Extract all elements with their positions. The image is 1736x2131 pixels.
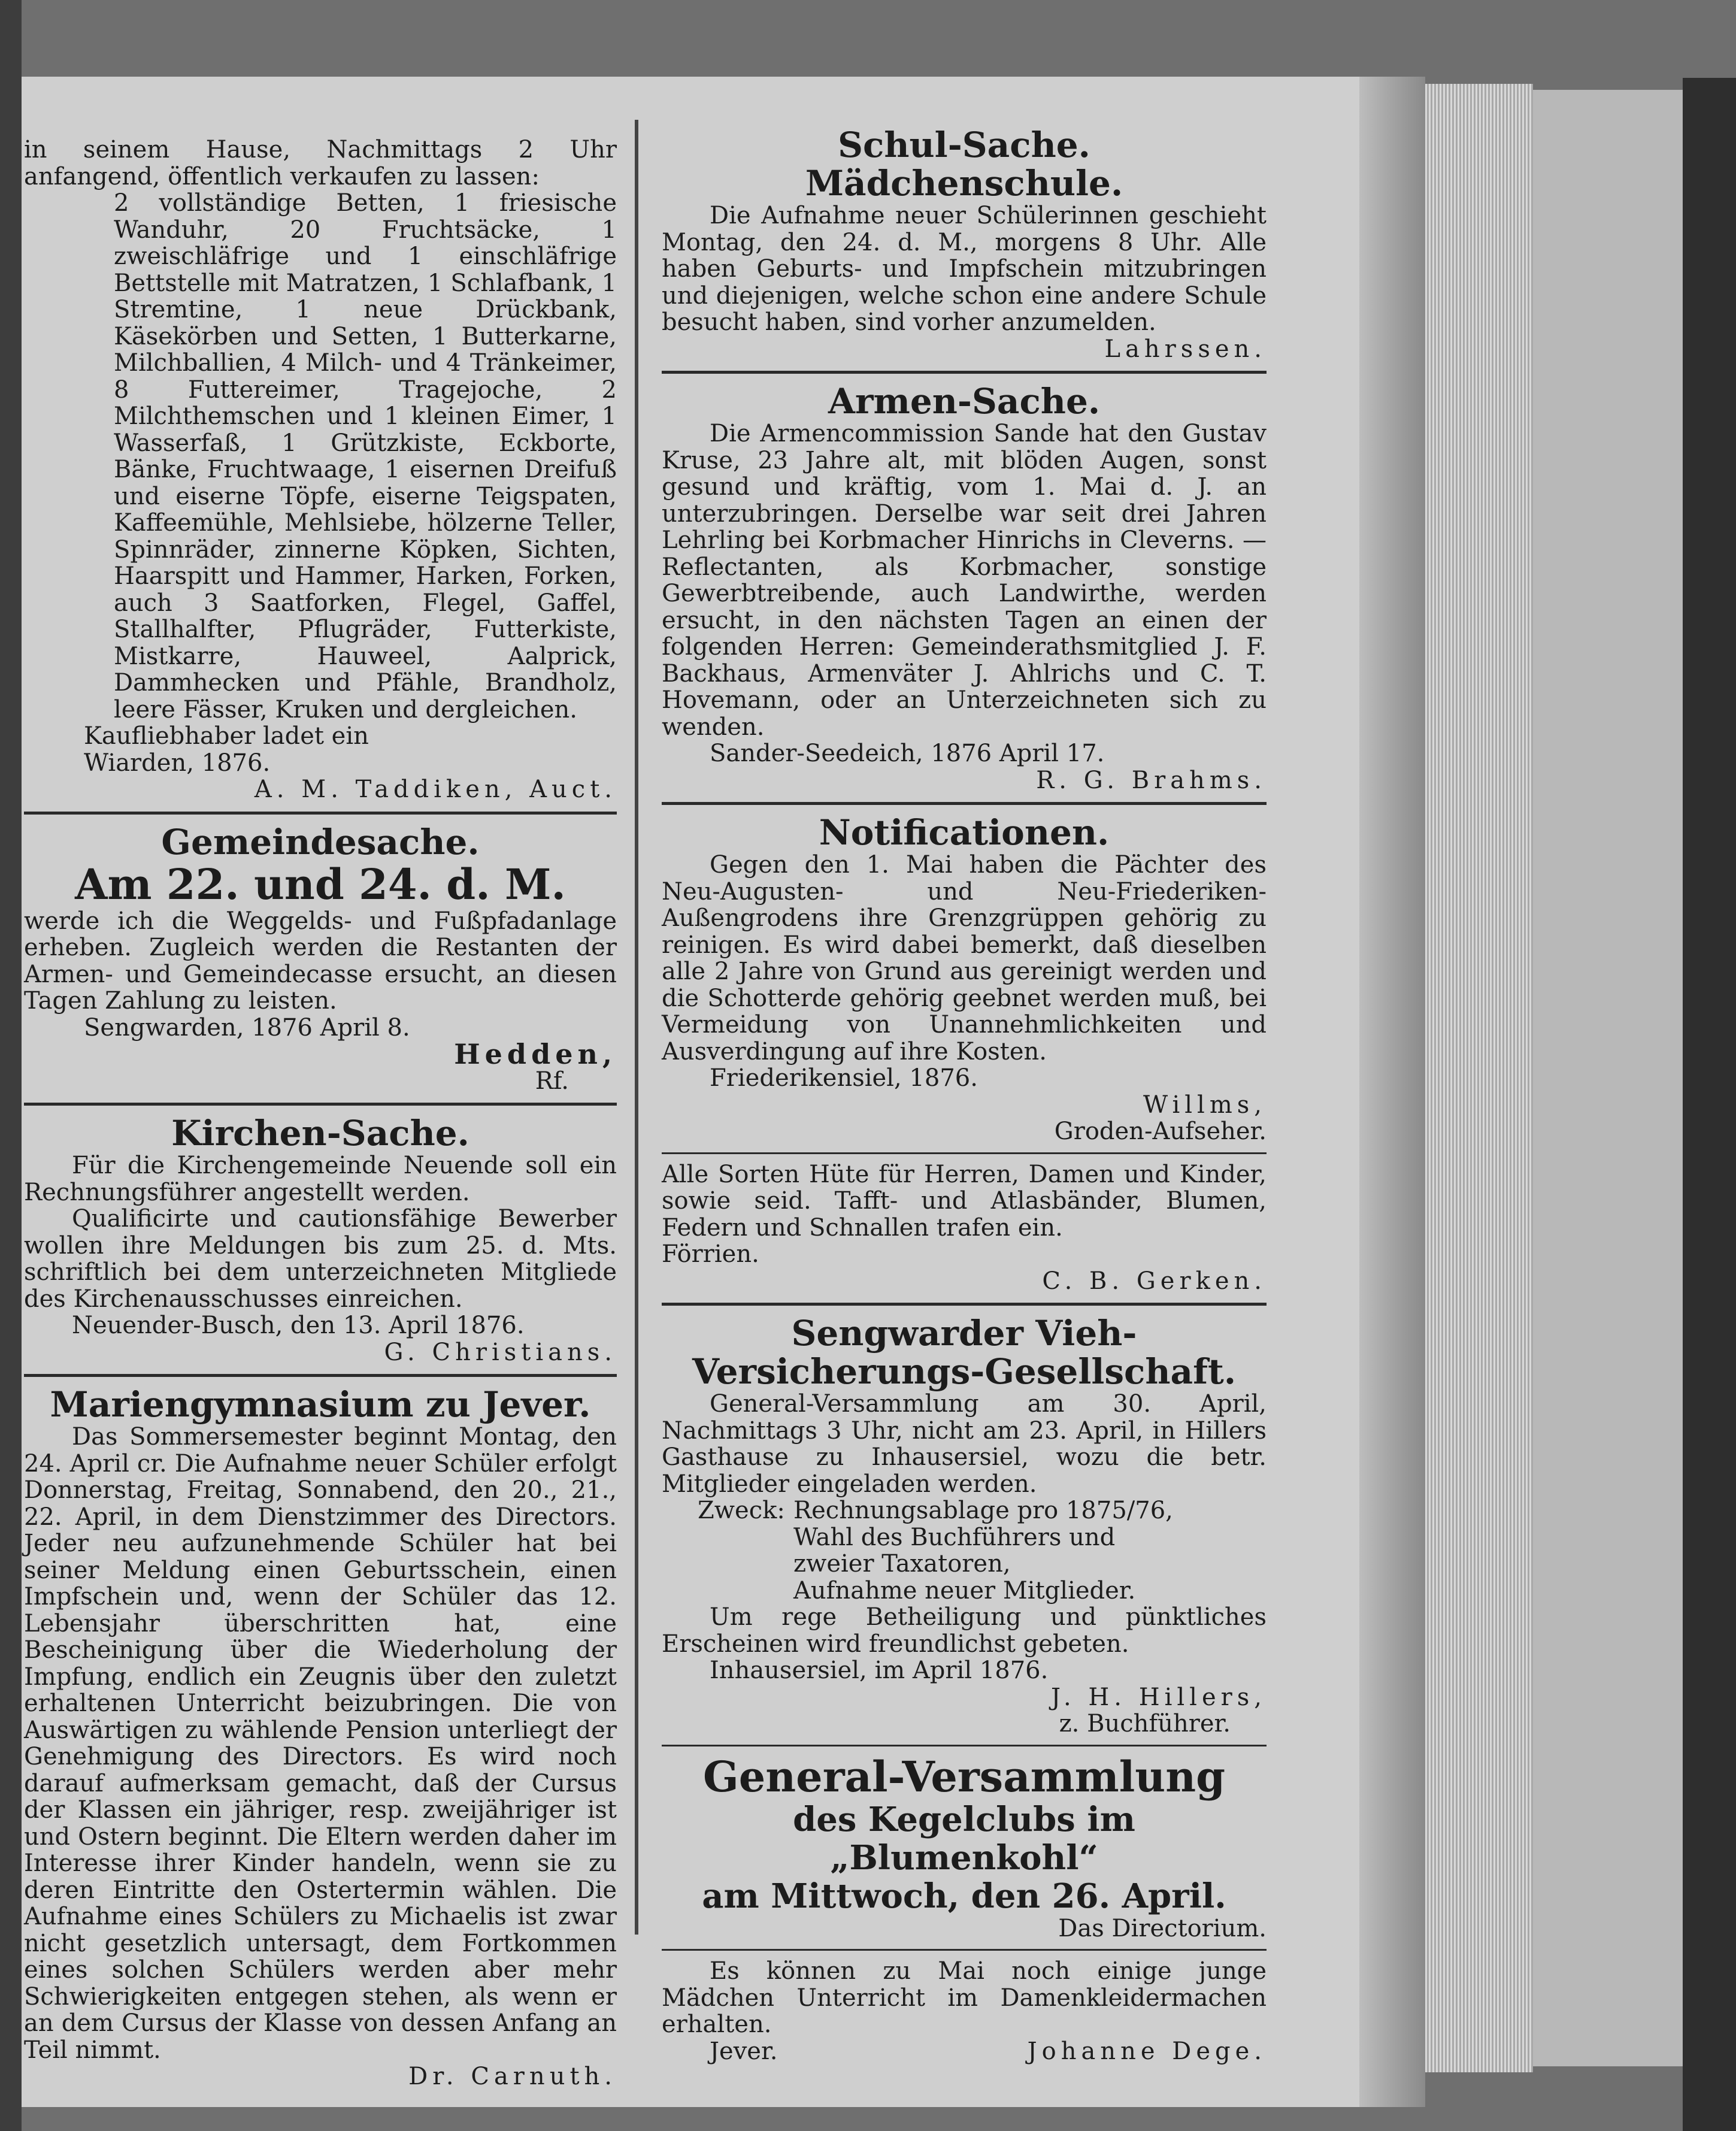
section-rule: [24, 1374, 617, 1377]
section-rule: [662, 371, 1267, 374]
kegel-heading: General-Versammlung: [702, 1751, 1226, 1802]
vieh-body: General-Versammlung am 30. April, Nachmittags 3 Uhr, nicht am 23. April, in Hillers Gasthause zu Inhausersiel, wozu die betr. Mitglieder eingeladen werden.: [662, 1390, 1267, 1498]
gemeinde-heading: Gemeindesache.: [161, 821, 480, 862]
gymnasium-body: Das Sommersemester beginnt Montag, den 24. April cr. Die Aufnahme neuer Schüler erfolgt Donnerstag, Freitag, Sonnabend, den 20., 21., 22. April, in dem Dienstzimmer des Directors. Jeder neu aufzunehmende Schüler hat bei seiner Meldung einen Geburtsschein, einen Impfschein und, wenn der Schüler das 12. Lebensjahr überschritten hat, eine Bescheinigung über die Wiederholung der Impfung, endlich ein Zeugnis über den zuletzt erhaltenen Unterricht beizubringen. Die von Auswärtigen zu wählende Pension unterliegt der Genehmigung des Directors. Es wird noch darauf aufmerksam gemacht, daß der Cursus der Klassen ein jähriger, resp. zweijähriger ist und Ostern beginnt. Die Eltern werden daher im Interesse ihrer Kinder handeln, wenn sie zu deren Eintritte den Ostertermin wählen. Die Aufnahme eines Schülers zu Michaelis ist zwar nicht gesetzlich untersagt, dem Fortkommen eines solchen Schülers werden aber mehr Schwierigkeiten entgegen stehen, als wenn er an dem Cursus der Klasse von dessen Anfang an Teil nimmt.: [24, 1423, 617, 2064]
page-fold-shadow: [1359, 77, 1425, 2107]
section-rule: [24, 1103, 617, 1106]
book-block-edge: [1533, 90, 1689, 2066]
huete-signature: C. B. Gerken.: [1042, 1267, 1267, 1295]
vieh-signature: J. H. Hillers,: [1051, 1683, 1267, 1711]
auction-place-date: Wiarden, 1876.: [84, 749, 271, 777]
vieh-role: z. Buchführer.: [1059, 1710, 1231, 1738]
armen-signature: R. G. Brahms.: [1036, 766, 1267, 794]
right-column: [662, 126, 1267, 2065]
book-binding: [1683, 78, 1736, 2131]
section-rule: [662, 1949, 1267, 1951]
auction-notice: [24, 137, 617, 803]
section-rule: [662, 802, 1267, 805]
auction-invite: Kaufliebhaber ladet ein: [84, 722, 369, 750]
kirchen-body-2: Qualificirte und cautionsfähige Bewerber wollen ihre Meldungen bis zum 25. d. Mts. schriftlich bei dem unterzeichneten Mitgliede des Kirchenausschusses einreichen.: [24, 1205, 617, 1313]
kegel-signature: Das Directorium.: [1058, 1914, 1267, 1942]
vieh-notice: [662, 1314, 1267, 1738]
gemeinde-notice: [24, 823, 617, 1095]
dege-place: Jever.: [710, 2037, 778, 2065]
section-rule: [24, 812, 617, 815]
dege-body: Es können zu Mai noch einige junge Mädchen Unterricht im Damenkleidermachen erhalten.: [662, 1957, 1267, 2038]
notif-body: Gegen den 1. Mai haben die Pächter des Neu-Augusten- und Neu-Friederiken-Außengrodens ihre Grenzgrüppen gehörig zu reinigen. Es wird dabei bemerkt, daß dieselben alle 2 Jahre von Grund aus gereinigt werden und die Schotterde gehörig geebnet werden muß, bei Vermeidung von Unannehmlichkeiten und Ausverdingung auf ihre Kosten.: [662, 851, 1267, 1066]
armen-body: Die Armencommission Sande hat den Gustav Kruse, 23 Jahre alt, mit blöden Augen, sonst gesund und kräftig, vom 1. Mai d. J. an unterzubringen. Derselbe war seit drei Jahren Lehrling bei Korbmacher Hinrichs in Cleverns. — Reflectanten, als Korbmacher, sonstige Gewerbtreibende, auch Landwirthe, werden ersucht, in den nächsten Tagen an einen der folgenden Herren: Gemeinderathsmitglied J. F. Backhaus, Armenväter J. Ahlrichs und C. T. Hovemann, oder an Unterzeichneten sich zu wenden.: [662, 420, 1267, 741]
notif-signature: Willms,: [1143, 1091, 1267, 1119]
page-stack-edge: [1425, 84, 1533, 2072]
kirchen-signature: G. Christians.: [384, 1338, 617, 1366]
gymnasium-signature: Dr. Carnuth.: [408, 2063, 617, 2090]
kegel-line-3: am Mittwoch, den 26. April.: [702, 1876, 1226, 1916]
gemeinde-place-date: Sengwarden, 1876 April 8.: [84, 1013, 410, 1042]
kirchen-heading: Kirchen-Sache.: [171, 1113, 469, 1154]
huete-notice: [662, 1161, 1267, 1295]
left-column: [24, 137, 617, 2090]
kegel-notice: [662, 1751, 1267, 1942]
kirchen-body-1: Für die Kirchengemeinde Neuende soll ein Rechnungsführer angestellt werden.: [24, 1152, 617, 1206]
schul-heading: Schul-Sache.: [838, 125, 1090, 165]
gymnasium-heading: Mariengymnasium zu Jever.: [50, 1384, 591, 1425]
schul-subheading: Mädchenschule.: [805, 163, 1123, 204]
schul-signature: Lahrssen.: [1104, 335, 1267, 363]
schul-body: Die Aufnahme neuer Schülerinnen geschieht Montag, den 24. d. M., morgens 8 Uhr. Alle haben Geburts- und Impfschein mitzubringen und diejenigen, welche schon eine andere Schule besucht haben, sind vorher anzumelden.: [662, 202, 1267, 336]
vieh-zweck-list: [793, 1497, 1173, 1604]
scan-border-left: [0, 0, 22, 2131]
schul-notice: [662, 126, 1267, 362]
kirchen-notice: [24, 1114, 617, 1366]
vieh-zweck-item: Aufnahme neuer Mitglieder.: [793, 1576, 1136, 1605]
vieh-place-date: Inhausersiel, im April 1876.: [710, 1657, 1049, 1684]
gemeinde-body: werde ich die Weggelds- und Fußpfadanlage erheben. Zugleich werden die Restanten der Armen- und Gemeindecasse ersucht, an diesen Tagen Zahlung zu leisten.: [24, 907, 617, 1015]
gemeinde-subheading: Am 22. und 24. d. M.: [75, 859, 566, 909]
gemeinde-signature: Hedden,: [454, 1038, 617, 1070]
dege-notice: [662, 1958, 1267, 2065]
gymnasium-notice: [24, 1385, 617, 2090]
notif-place-date: Friederikensiel, 1876.: [710, 1064, 978, 1092]
vieh-zweck-item: Wahl des Buchführers und: [793, 1523, 1116, 1551]
vieh-zweck-item: zweier Taxatoren,: [793, 1550, 1011, 1578]
armen-heading: Armen-Sache.: [828, 381, 1101, 422]
auction-intro: in seinem Hause, Nachmittags 2 Uhr anfangend, öffentlich verkaufen zu lassen:: [24, 136, 617, 190]
dege-signature: Johanne Dege.: [1027, 2037, 1267, 2065]
vieh-zweck-item: Rechnungsablage pro 1875/76,: [793, 1497, 1173, 1524]
auction-signature: A. M. Taddiken, Auct.: [254, 776, 617, 803]
armen-place-date: Sander-Seedeich, 1876 April 17.: [710, 740, 1105, 767]
vieh-zweck: [662, 1497, 1267, 1604]
kegel-line-2: des Kegelclubs im „Blumenkohl“: [793, 1799, 1135, 1878]
kirchen-place-date: Neuender-Busch, den 13. April 1876.: [72, 1312, 525, 1339]
dege-footer: [662, 2038, 1267, 2065]
huete-body: Alle Sorten Hüte für Herren, Damen und Kinder, sowie seid. Tafft- und Atlasbänder, Blumen, Federn und Schnallen trafen ein.: [662, 1160, 1267, 1242]
notif-notice: [662, 813, 1267, 1145]
gemeinde-role: Rf.: [535, 1067, 569, 1095]
section-rule: [662, 1152, 1267, 1154]
notif-role: Groden-Aufseher.: [1054, 1118, 1267, 1145]
armen-notice: [662, 382, 1267, 794]
section-rule: [662, 1303, 1267, 1306]
auction-items: 2 vollständige Betten, 1 friesische Wanduhr, 20 Fruchtsäcke, 1 zweischläfrige und 1 einschläfrige Bettstelle mit Matratzen, 1 Schlafbank, 1 Stremtine, 1 neue Drückbank, Käsekörben und Setten, 1 Butterkarne, Milchballien, 4 Milch- und 4 Tränkeimer, 8 Futtereimer, Tragejoche, 2 Milchthemschen und 1 kleinen Eimer, 1 Wasserfaß, 1 Grützkiste, Eckborte, Bänke, Fruchtwaage, 1 eisernen Dreifuß und eiserne Töpfe, eiserne Teigspaten, Kaffeemühle, Mehlsiebe, hölzerne Teller, Spinnräder, zinnerne Köpken, Sichten, Haarspitt und Hammer, Harken, Forken, auch 3 Saatforken, Flegel, Gaffel, Stallhalfter, Pflugräder, Futterkiste, Mistkarre, Hauweel, Aalprick, Dammhecken und Pfähle, Brandholz, leere Fässer, Kruken und dergleichen.: [114, 189, 617, 724]
vieh-zweck-label: Zweck:: [698, 1497, 785, 1524]
column-divider: [635, 120, 638, 1935]
vieh-heading: Sengwarder Vieh-Versicherungs-Gesellschaft.: [692, 1313, 1237, 1392]
huete-place: Förrien.: [662, 1240, 759, 1268]
notif-heading: Notificationen.: [819, 812, 1110, 853]
vieh-appeal: Um rege Betheiligung und pünktliches Erscheinen wird freundlichst gebeten.: [662, 1603, 1267, 1658]
section-rule: [662, 1745, 1267, 1746]
